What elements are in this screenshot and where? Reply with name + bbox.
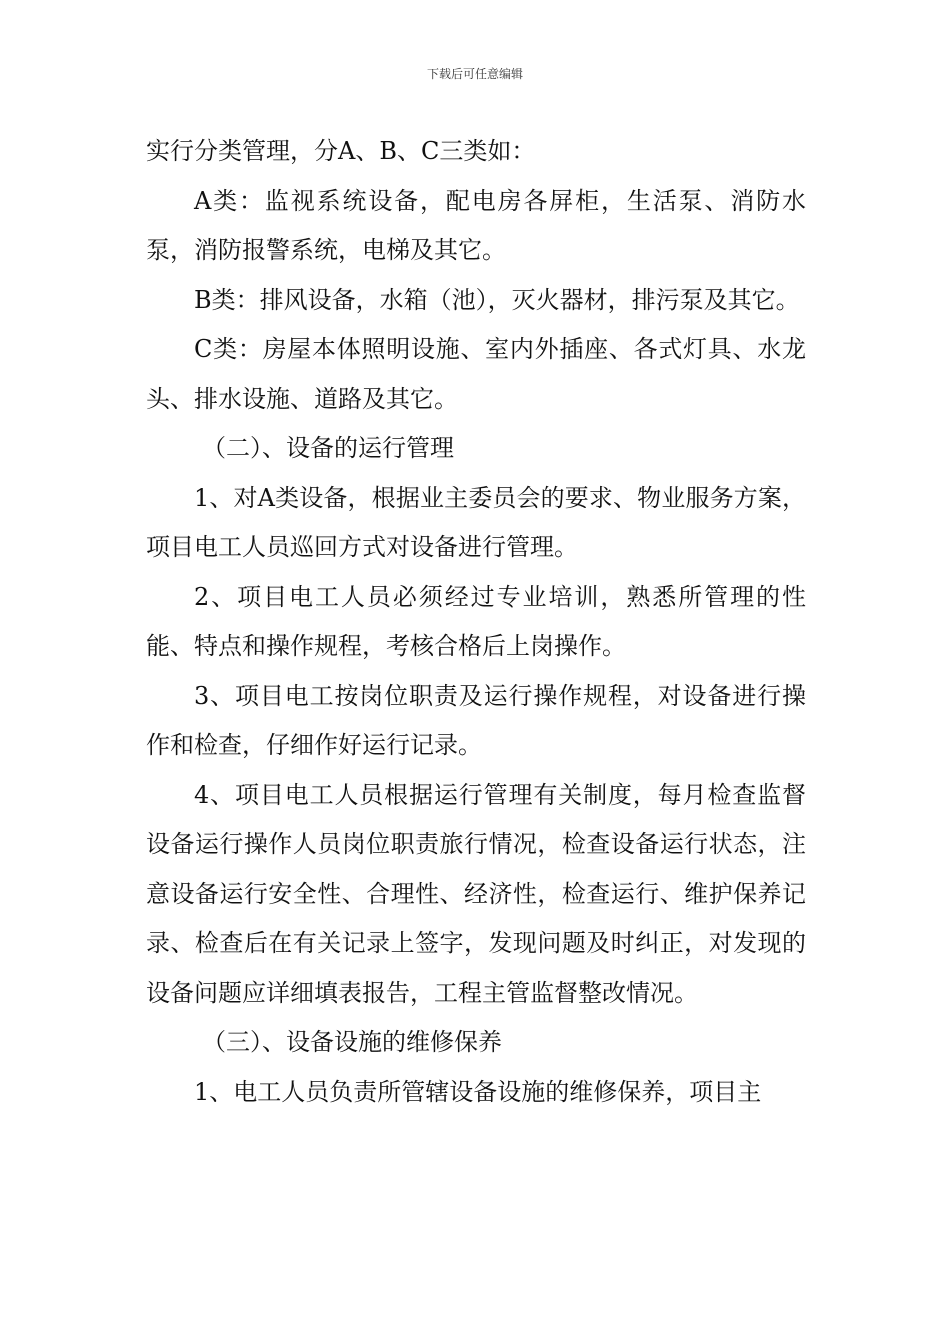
page-header: 下载后可任意编辑 <box>426 67 523 81</box>
section-heading-maintenance: （三）、设备设施的维修保养 <box>202 1028 502 1056</box>
paragraph-class-a: A类：监视系统设备，配电房各屏柜，生活泵、消防水泵，消防报警系统，电梯及其它。 <box>146 186 806 264</box>
paragraph-intro: 实行分类管理，分A、B、C三类如： <box>146 137 536 165</box>
paragraph-item-4: 4、项目电工人员根据运行管理有关制度，每月检查监督设备运行操作人员岗位职责旅行情况，检查设备运行状态，注意设备运行安全性、合理性、经济性，检查运行、维护保养记录、检查后在有关记录上签字，发现问题及时纠正，对发现的设备问题应详细填表报告，工程主管监督整改情况。 <box>146 780 806 1007</box>
section-heading-operation: （二）、设备的运行管理 <box>202 434 454 462</box>
paragraph-item-1: 1、对A类设备，根据业主委员会的要求、物业服务方案，项目电工人员巡回方式对设备进行管理。 <box>146 483 806 561</box>
paragraph-class-c: C类：房屋本体照明设施、室内外插座、各式灯具、水龙头、排水设施、道路及其它。 <box>146 335 806 413</box>
document-body <box>146 127 806 1117</box>
paragraph-maintenance-1: 1、电工人员负责所管辖设备设施的维修保养，项目主 <box>194 1077 762 1106</box>
paragraph-item-2: 2、项目电工人员必须经过专业培训，熟悉所管理的性能、特点和操作规程，考核合格后上岗操作。 <box>146 582 806 660</box>
paragraph-item-3: 3、项目电工按岗位职责及运行操作规程，对设备进行操作和检查，仔细作好运行记录。 <box>146 681 806 759</box>
paragraph-class-b: B类：排风设备，水箱（池），灭火器材，排污泵及其它。 <box>194 285 800 314</box>
